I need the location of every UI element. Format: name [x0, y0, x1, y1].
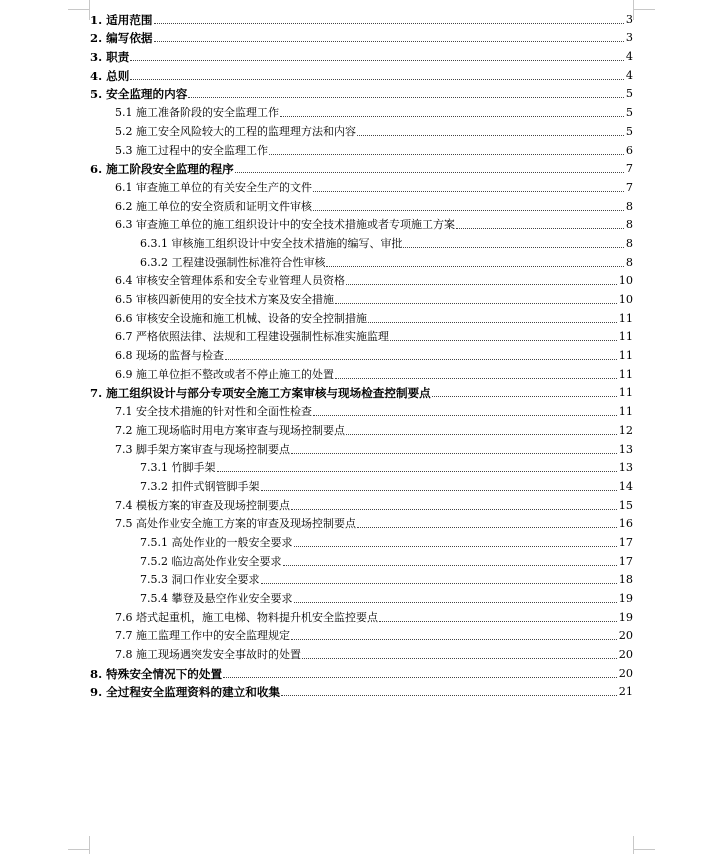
crop-mark-bottom-right-v	[633, 836, 634, 854]
toc-page-number: 11	[618, 386, 633, 400]
toc-dot-leader	[357, 135, 624, 136]
toc-entry[interactable]	[90, 682, 633, 701]
toc-page-number: 11	[618, 405, 633, 419]
toc-entry[interactable]	[90, 327, 633, 346]
toc-dot-leader	[335, 303, 617, 304]
toc-dot-leader	[335, 378, 617, 379]
toc-entry-title: 6.4 审核安全管理体系和安全专业管理人员资格	[115, 274, 345, 288]
toc-entry-title: 6. 施工阶段安全监理的程序	[90, 162, 234, 177]
toc-dot-leader	[291, 509, 617, 510]
toc-entry-title: 7.2 施工现场临时用电方案审查与现场控制要点	[115, 423, 345, 437]
toc-page-number: 3	[625, 31, 633, 45]
toc-entry-title: 5.2 施工安全风险较大的工程的监理理方法和内容	[115, 124, 356, 138]
toc-entry-title: 6.8 现场的监督与检查	[115, 349, 224, 363]
toc-page-number: 20	[618, 629, 633, 643]
toc-entry[interactable]	[90, 177, 633, 196]
toc-entry-title: 6.9 施工单位拒不整改或者不停止施工的处置	[115, 367, 334, 381]
toc-entry[interactable]	[90, 65, 633, 84]
toc-entry-title: 6.3.2 工程建设强制性标准符合性审核	[140, 255, 326, 269]
toc-dot-leader	[294, 546, 617, 547]
toc-dot-leader	[357, 527, 617, 528]
toc-page-number: 8	[625, 236, 633, 250]
toc-entry[interactable]	[90, 663, 633, 682]
toc-dot-leader	[283, 565, 617, 566]
toc-entry-title: 6.3 审查施工单位的施工组织设计中的安全技术措施或者专项施工方案	[115, 218, 455, 232]
toc-entry-title: 3. 职责	[90, 50, 130, 65]
toc-dot-leader	[291, 639, 617, 640]
toc-dot-leader	[313, 415, 617, 416]
toc-dot-leader	[313, 191, 624, 192]
toc-page-number: 13	[618, 461, 633, 475]
toc-dot-leader	[130, 79, 624, 80]
toc-page-number: 21	[618, 685, 633, 699]
toc-entry-title: 7.5 高处作业安全施工方案的审查及现场控制要点	[115, 517, 356, 531]
crop-mark-top-left-h	[68, 9, 90, 10]
toc-dot-leader	[217, 471, 617, 472]
toc-entry[interactable]	[90, 458, 633, 477]
toc-entry[interactable]	[90, 102, 633, 121]
toc-entry[interactable]	[90, 271, 633, 290]
toc-page-number: 20	[618, 648, 633, 662]
toc-dot-leader	[225, 359, 617, 360]
toc-entry-title: 6.2 施工单位的安全资质和证明文件审核	[115, 199, 312, 213]
toc-page-number: 4	[625, 50, 633, 64]
crop-mark-top-right-v	[633, 0, 634, 20]
toc-page-number: 5	[625, 124, 633, 138]
toc-entry[interactable]	[90, 607, 633, 626]
toc-dot-leader	[281, 695, 617, 696]
toc-entry[interactable]	[90, 401, 633, 420]
toc-page-number: 18	[618, 573, 633, 587]
toc-page-number: 15	[618, 498, 633, 512]
toc-dot-leader	[432, 396, 617, 397]
toc-entry[interactable]	[90, 196, 633, 215]
toc-entry[interactable]	[90, 28, 633, 47]
toc-entry[interactable]	[90, 46, 633, 65]
toc-entry-title: 6.3.1 审核施工组织设计中安全技术措施的编写、审批	[140, 236, 403, 250]
toc-entry-title: 5.1 施工准备阶段的安全监理工作	[115, 106, 279, 120]
toc-entry[interactable]	[90, 532, 633, 551]
toc-entry-title: 7. 施工组织设计与部分专项安全施工方案审核与现场检查控制要点	[90, 386, 431, 401]
toc-entry[interactable]	[90, 215, 633, 234]
toc-page-number: 3	[625, 12, 633, 26]
toc-entry-title: 7.4 模板方案的审查及现场控制要点	[115, 498, 290, 512]
toc-dot-leader	[368, 322, 617, 323]
toc-entry[interactable]	[90, 495, 633, 514]
toc-dot-leader	[269, 154, 624, 155]
toc-entry[interactable]	[90, 84, 633, 103]
toc-page-number: 11	[618, 349, 633, 363]
toc-entry-title: 7.3.2 扣件式钢管脚手架	[140, 479, 260, 493]
toc-entry[interactable]	[90, 364, 633, 383]
toc-entry-title: 1. 适用范围	[90, 12, 153, 27]
toc-entry-title: 7.3 脚手架方案审查与现场控制要点	[115, 442, 290, 456]
toc-dot-leader	[379, 621, 617, 622]
toc-entry[interactable]	[90, 159, 633, 178]
toc-page-number: 12	[618, 423, 633, 437]
toc-entry[interactable]	[90, 626, 633, 645]
crop-mark-bottom-left-v	[89, 836, 90, 854]
toc-entry-title: 6.5 审核四新使用的安全技术方案及安全措施	[115, 293, 334, 306]
table-of-contents	[90, 9, 633, 700]
toc-page-number: 6	[625, 143, 633, 157]
toc-entry-title: 5. 安全监理的内容	[90, 87, 188, 102]
toc-dot-leader	[346, 434, 617, 435]
toc-entry-title: 6.7 严格依照法律、法规和工程建设强制性标准实施监理	[115, 330, 389, 344]
toc-entry-title: 7.7 施工监理工作中的安全监理规定	[115, 629, 290, 643]
toc-page-number: 13	[618, 442, 633, 456]
toc-entry-title: 5.3 施工过程中的安全监理工作	[115, 143, 268, 157]
toc-entry-title: 6.1 审查施工单位的有关安全生产的文件	[115, 180, 312, 194]
toc-dot-leader	[313, 210, 624, 211]
toc-dot-leader	[291, 453, 617, 454]
toc-dot-leader	[235, 172, 624, 173]
toc-dot-leader	[261, 583, 617, 584]
toc-entry-title: 7.3.1 竹脚手架	[140, 461, 216, 475]
toc-page-number: 11	[618, 330, 633, 344]
toc-entry[interactable]	[90, 476, 633, 495]
toc-entry[interactable]	[90, 644, 633, 663]
toc-page-number: 10	[618, 293, 633, 306]
toc-page-number: 8	[625, 199, 633, 213]
toc-page-number: 20	[618, 666, 633, 680]
toc-page-number: 14	[618, 479, 633, 493]
toc-entry[interactable]	[90, 233, 633, 252]
toc-dot-leader	[280, 116, 624, 117]
toc-entry-title: 7.5.1 高处作业的一般安全要求	[140, 535, 293, 549]
toc-entry[interactable]	[90, 383, 633, 402]
toc-page-number: 17	[618, 554, 633, 568]
toc-entry[interactable]	[90, 140, 633, 159]
crop-mark-top-right-h	[633, 9, 655, 10]
toc-page-number: 5	[625, 87, 633, 101]
toc-dot-leader	[154, 23, 624, 24]
toc-entry-title: 7.8 施工现场遇突发安全事故时的处置	[115, 648, 301, 662]
toc-entry[interactable]	[90, 551, 633, 570]
toc-entry[interactable]	[90, 514, 633, 533]
toc-entry-title: 4. 总则	[90, 68, 130, 83]
toc-entry-title: 2. 编写依据	[90, 31, 153, 46]
toc-entry[interactable]	[90, 252, 633, 271]
toc-dot-leader	[261, 490, 617, 491]
crop-mark-bottom-left-h	[68, 849, 90, 850]
toc-page-number: 7	[625, 162, 633, 176]
toc-page-number: 11	[618, 367, 633, 381]
toc-dot-leader	[390, 340, 617, 341]
toc-entry-title: 7.6 塔式起重机，施工电梯、物料提升机安全监控要点	[115, 610, 378, 624]
toc-page-number: 19	[618, 592, 633, 605]
toc-dot-leader	[294, 602, 617, 603]
toc-entry-title: 7.1 安全技术措施的针对性和全面性检查	[115, 405, 312, 419]
toc-entry[interactable]	[90, 588, 633, 607]
toc-entry[interactable]	[90, 308, 633, 327]
toc-dot-leader	[346, 284, 617, 285]
toc-entry[interactable]	[90, 345, 633, 364]
toc-entry[interactable]	[90, 9, 633, 28]
toc-page-number: 11	[618, 311, 633, 325]
toc-entry[interactable]	[90, 439, 633, 458]
toc-page-number: 17	[618, 535, 633, 549]
toc-entry[interactable]	[90, 289, 633, 308]
toc-dot-leader	[456, 228, 624, 229]
toc-entry[interactable]	[90, 570, 633, 589]
toc-entry[interactable]	[90, 420, 633, 439]
toc-entry-title: 7.5.4 攀登及悬空作业安全要求	[140, 592, 293, 605]
toc-entry-title: 7.5.2 临边高处作业安全要求	[140, 554, 282, 568]
toc-dot-leader	[188, 97, 624, 98]
toc-page-number: 16	[618, 517, 633, 531]
toc-page-number: 8	[625, 255, 633, 269]
toc-entry-title: 7.5.3 洞口作业安全要求	[140, 573, 260, 587]
toc-page-number: 7	[625, 180, 633, 194]
toc-entry-title: 8. 特殊安全情况下的处置	[90, 666, 223, 681]
toc-dot-leader	[130, 60, 624, 61]
toc-entry-title: 9. 全过程安全监理资料的建立和收集	[90, 685, 281, 700]
toc-page-number: 10	[618, 274, 633, 288]
toc-dot-leader	[302, 658, 617, 659]
toc-entry[interactable]	[90, 121, 633, 140]
toc-entry-title: 6.6 审核安全设施和施工机械、设备的安全控制措施	[115, 311, 367, 325]
toc-page-number: 8	[625, 218, 633, 232]
toc-page-number: 5	[625, 106, 633, 120]
toc-dot-leader	[223, 677, 617, 678]
crop-mark-bottom-right-h	[633, 849, 655, 850]
toc-dot-leader	[154, 41, 624, 42]
toc-page-number: 4	[625, 68, 633, 82]
toc-page-number: 19	[618, 610, 633, 624]
toc-dot-leader	[326, 266, 623, 267]
toc-dot-leader	[403, 247, 623, 248]
